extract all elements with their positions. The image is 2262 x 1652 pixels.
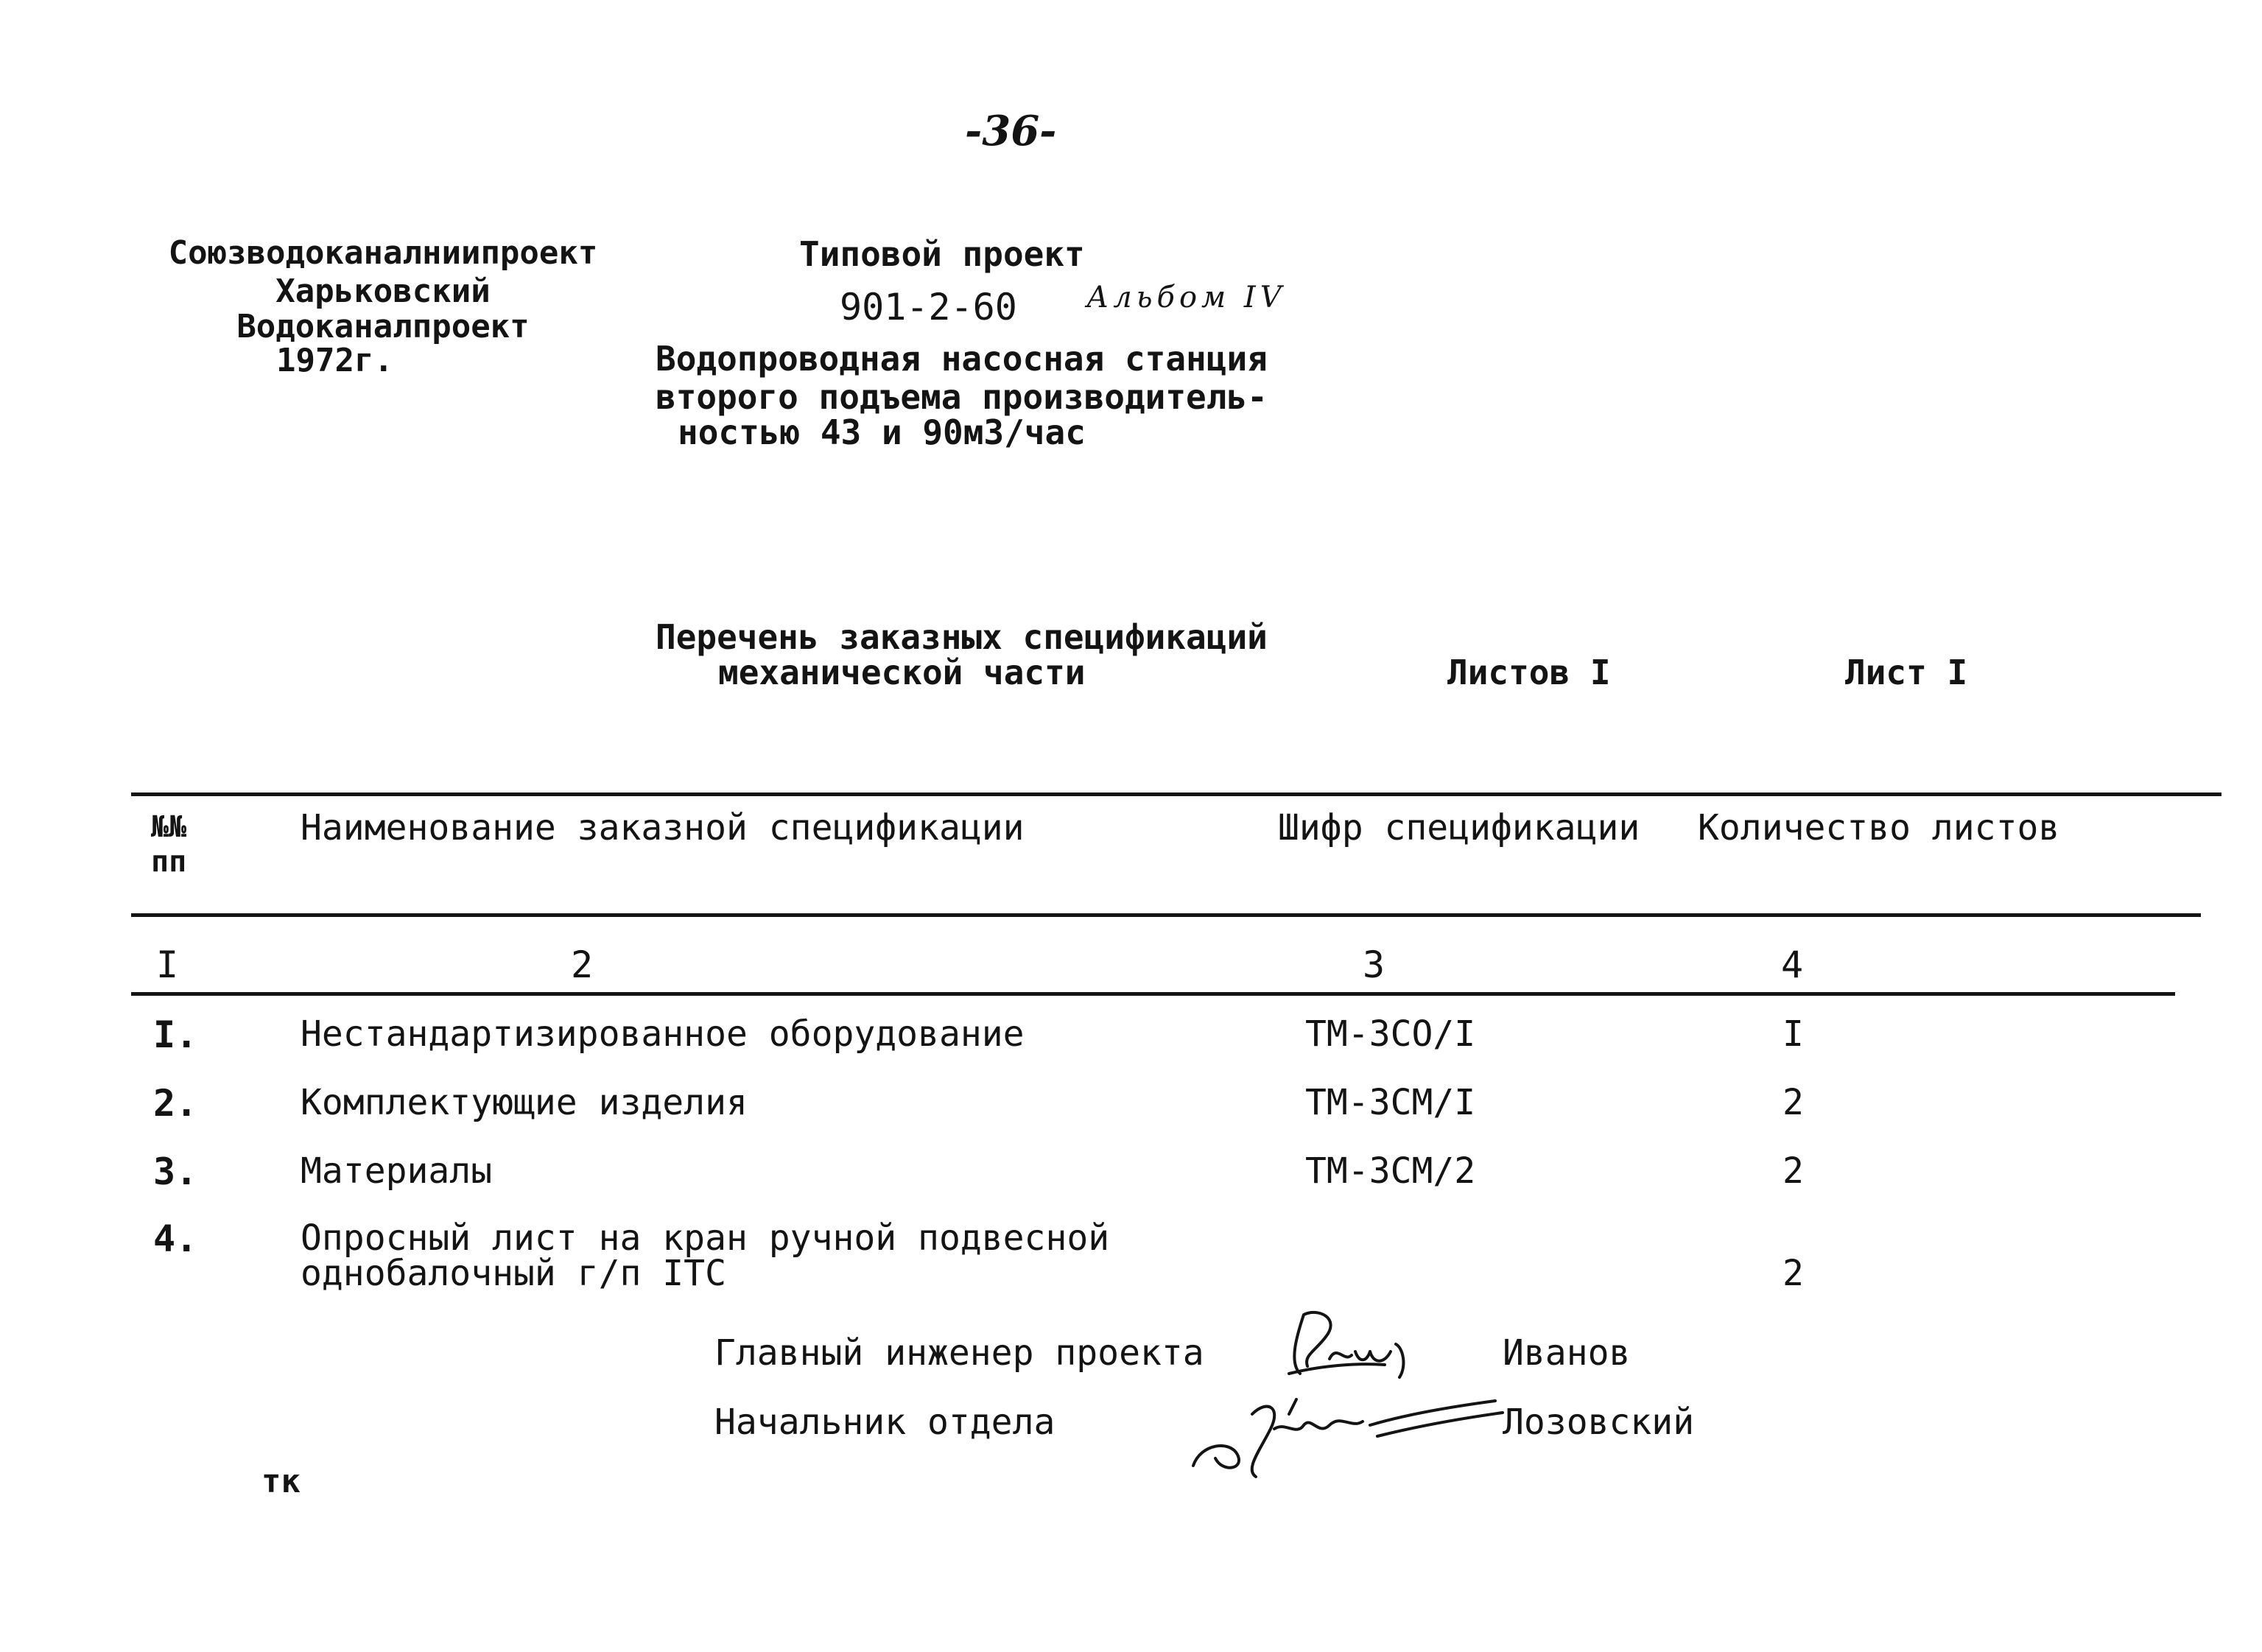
sheet-number: Лист I [1845, 653, 1968, 692]
doc-title-line-2: механической части [718, 653, 1086, 692]
table-top-rule [131, 792, 2221, 796]
project-title-line-2: второго подъема производитель- [656, 377, 1268, 417]
signature-mark-chief-engineer [1274, 1293, 1444, 1388]
row-name: Комплектующие изделия [301, 1082, 748, 1123]
row-name: Материалы [301, 1150, 493, 1192]
footer-mark: тк [261, 1463, 301, 1500]
sheets-total: Листов I [1447, 653, 1611, 692]
row-count: 2 [1782, 1150, 1804, 1192]
row-code: ТМ-3СО/I [1305, 1013, 1476, 1055]
row-code: ТМ-3СМ/I [1305, 1082, 1476, 1123]
org-line-1: Союзводоканалниипроект [168, 234, 598, 272]
project-title-line-3: ностью 43 и 90м3/час [678, 412, 1086, 452]
header-name: Наименование заказной спецификации [301, 807, 1025, 848]
col-number-1: I [156, 943, 179, 986]
row-name: Нестандартизированное оборудование [301, 1013, 1025, 1055]
header-code: Шифр спецификации [1278, 807, 1640, 848]
org-line-2: Харьковский [275, 273, 491, 310]
project-title-line-1: Водопроводная насосная станция [656, 339, 1268, 379]
header-num-2: пп [151, 845, 187, 879]
org-year: 1972г. [276, 342, 393, 379]
header-num: №№ [151, 810, 187, 844]
signature-mark-department-head [1186, 1385, 1510, 1480]
col-number-4: 4 [1781, 943, 1804, 986]
col-numbers-rule [131, 992, 2175, 996]
project-label: Типовой проект [799, 234, 1085, 274]
signature-name-chief-engineer: Иванов [1503, 1332, 1631, 1374]
row-count: 2 [1782, 1253, 1804, 1294]
header-bottom-rule [131, 913, 2201, 917]
row-num: 2. [153, 1082, 198, 1125]
row-num: 4. [153, 1217, 198, 1260]
row-name-line-1: Опросный лист на кран ручной подвесной [301, 1217, 1110, 1259]
org-line-3: Водоканалпроект [236, 308, 530, 345]
row-code: ТМ-3СМ/2 [1305, 1150, 1476, 1192]
row-num: I. [153, 1013, 198, 1056]
row-count: 2 [1782, 1082, 1804, 1123]
project-code: 901-2-60 [840, 286, 1017, 328]
doc-title-line-1: Перечень заказных спецификаций [656, 617, 1268, 657]
row-name-line-2: однобалочный г/п ITC [301, 1253, 726, 1294]
row-num: 3. [153, 1150, 198, 1193]
row-count: I [1782, 1013, 1804, 1055]
page-number: -36- [965, 107, 1057, 155]
col-number-3: 3 [1363, 943, 1385, 986]
col-number-2: 2 [571, 943, 594, 986]
signature-role-department-head: Начальник отдела [714, 1402, 1056, 1443]
header-count: Количество листов [1698, 807, 2060, 848]
signature-role-chief-engineer: Главный инженер проекта [714, 1332, 1204, 1374]
album-note: Альбом IV [1086, 281, 1286, 314]
signature-name-department-head: Лозовский [1503, 1402, 1695, 1443]
